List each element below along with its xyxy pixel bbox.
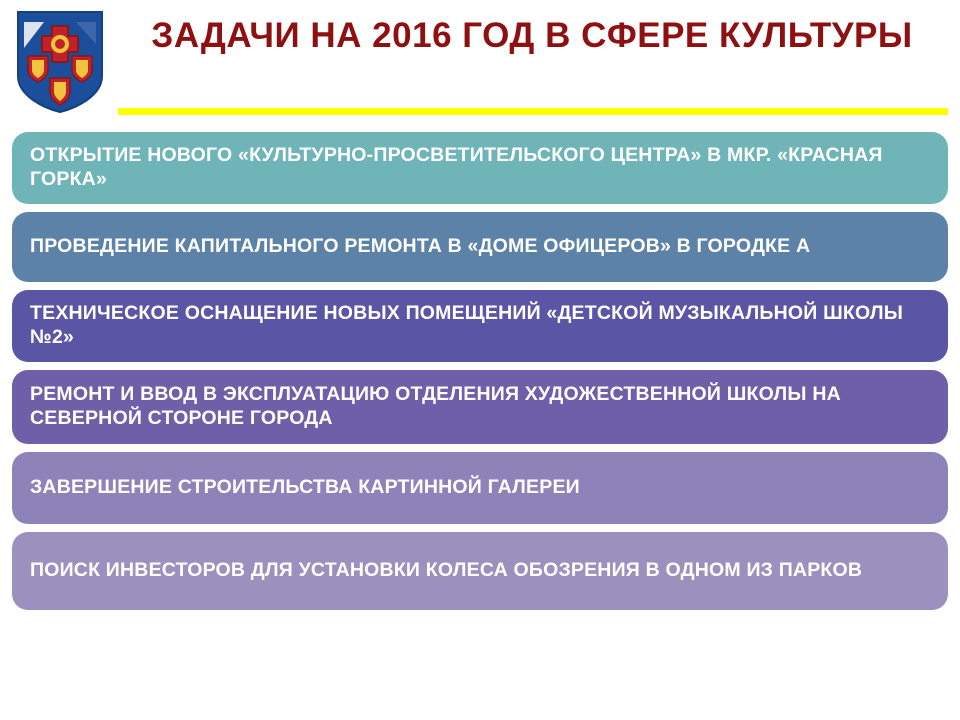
task-label: ОТКРЫТИЕ НОВОГО «КУЛЬТУРНО-ПРОСВЕТИТЕЛЬСКОГО ЦЕНТРА» В МКР. «КРАСНАЯ ГОРКА»	[30, 144, 883, 190]
list-item	[12, 132, 948, 204]
task-label: ТЕХНИЧЕСКОЕ ОСНАЩЕНИЕ НОВЫХ ПОМЕЩЕНИЙ «ДЕТСКОЙ МУЗЫКАЛЬНОЙ ШКОЛЫ №2»	[30, 301, 904, 348]
title-underline	[118, 108, 948, 115]
task-label: ПРОВЕДЕНИЕ КАПИТАЛЬНОГО РЕМОНТА В «ДОМЕ ОФИЦЕРОВ» В ГОРОДКЕ А	[30, 234, 811, 257]
task-label: ЗАВЕРШЕНИЕ СТРОИТЕЛЬСТВА КАРТИННОЙ ГАЛЕРЕИ	[30, 475, 580, 498]
slide-header	[0, 0, 960, 118]
list-item	[12, 290, 948, 362]
list-item	[12, 212, 948, 282]
task-label: РЕМОНТ И ВВОД В ЭКСПЛУАТАЦИЮ ОТДЕЛЕНИЯ ХУДОЖЕСТВЕННОЙ ШКОЛЫ НА СЕВЕРНОЙ СТОРОНЕ ГОРОДА	[30, 382, 841, 429]
task-label: ПОИСК ИНВЕСТОРОВ ДЛЯ УСТАНОВКИ КОЛЕСА ОБОЗРЕНИЯ В ОДНОМ ИЗ ПАРКОВ	[30, 558, 863, 581]
list-item	[12, 370, 948, 444]
page-title: ЗАДАЧИ НА 2016 ГОД В СФЕРЕ КУЛЬТУРЫ	[151, 16, 913, 55]
list-item	[12, 532, 948, 610]
coat-of-arms-icon	[16, 10, 104, 114]
list-item	[12, 452, 948, 524]
task-list	[12, 132, 948, 618]
